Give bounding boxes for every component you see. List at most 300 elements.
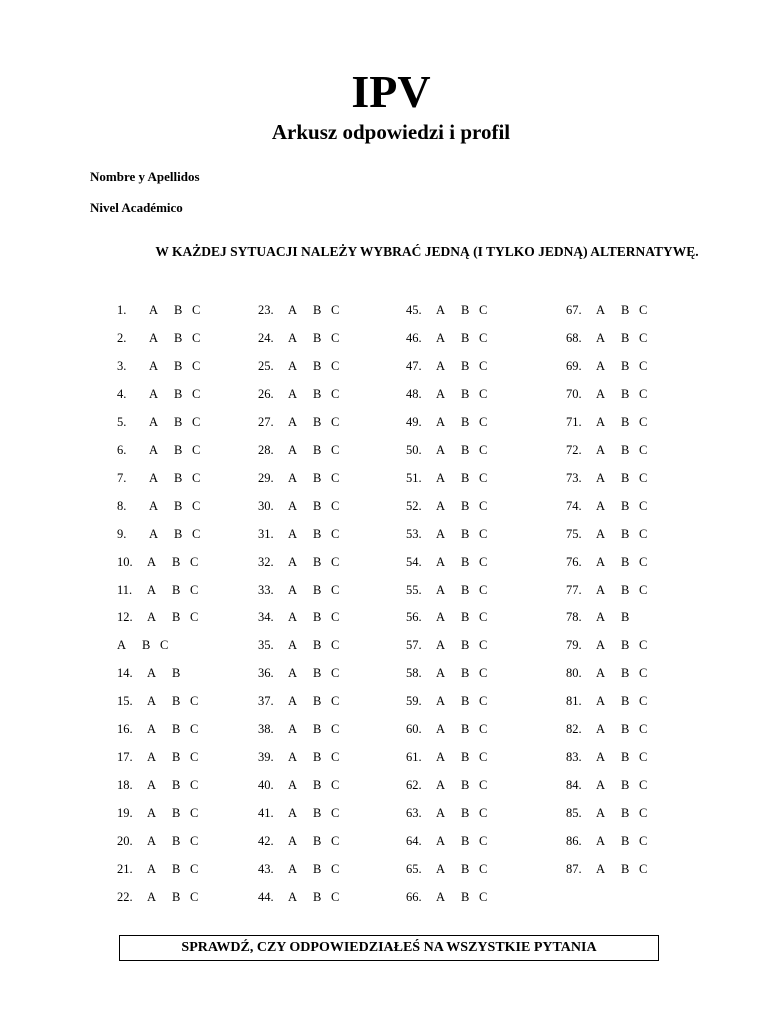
option-a[interactable]: A [288, 582, 298, 597]
option-a[interactable]: A [596, 526, 606, 541]
option-a[interactable]: A [288, 414, 298, 429]
option-b[interactable]: B [172, 778, 181, 793]
option-b[interactable]: B [313, 806, 322, 821]
option-b[interactable]: B [172, 862, 181, 876]
option-c[interactable]: C [639, 806, 648, 821]
option-b[interactable]: B [172, 582, 181, 597]
option-b[interactable]: B [313, 554, 322, 569]
answer-row [566, 496, 676, 516]
option-b[interactable]: B [174, 526, 183, 541]
option-b[interactable]: B [172, 694, 181, 709]
option-a[interactable]: A [596, 778, 606, 793]
option-a[interactable]: A [596, 358, 606, 373]
option-c[interactable]: C [331, 582, 340, 597]
option-a[interactable]: A [596, 414, 606, 429]
question-number: 65. [406, 862, 422, 876]
option-a[interactable]: A [596, 834, 606, 849]
option-b[interactable]: B [621, 750, 630, 765]
option-a[interactable]: A [436, 442, 446, 457]
question-number: 37. [258, 694, 274, 709]
option-b[interactable]: B [621, 722, 630, 737]
answer-row [566, 635, 676, 655]
option-c[interactable]: C [639, 386, 648, 401]
option-a[interactable]: A [149, 358, 159, 373]
option-a[interactable]: A [288, 806, 298, 821]
question-number: 4. [117, 386, 127, 401]
check-answers-notice-text: SPRAWDŹ, CZY ODPOWIEDZIAŁEŚ NA WSZYSTKIE PYTANIA [181, 940, 597, 955]
option-c[interactable]: C [639, 722, 648, 737]
option-c[interactable]: C [331, 694, 340, 709]
option-c[interactable]: C [479, 498, 488, 513]
option-b[interactable]: B [461, 414, 470, 429]
option-c[interactable]: C [479, 582, 488, 597]
option-a[interactable]: A [288, 330, 298, 345]
option-a[interactable]: A [288, 694, 298, 709]
option-a[interactable]: A [149, 303, 159, 317]
option-c[interactable]: C [639, 414, 648, 429]
option-c[interactable]: C [190, 889, 199, 904]
option-b[interactable]: B [313, 862, 322, 876]
option-c[interactable]: C [160, 638, 169, 653]
option-c[interactable]: C [331, 526, 340, 541]
option-b[interactable]: B [461, 610, 470, 625]
option-b[interactable]: B [174, 470, 183, 485]
option-a[interactable]: A [436, 498, 446, 513]
option-c[interactable]: C [479, 526, 488, 541]
option-a[interactable]: A [147, 610, 157, 625]
question-number: 25. [258, 358, 274, 373]
option-b[interactable]: B [313, 358, 322, 373]
option-b[interactable]: B [172, 722, 181, 737]
question-number: 78. [566, 610, 582, 625]
option-b[interactable]: B [621, 303, 630, 317]
option-b[interactable]: B [461, 778, 470, 793]
option-a[interactable]: A [596, 806, 606, 821]
option-c[interactable]: C [639, 498, 648, 513]
option-c[interactable]: C [331, 498, 340, 513]
answer-row [406, 384, 516, 404]
option-a[interactable]: A [596, 666, 606, 681]
option-c[interactable]: C [639, 666, 648, 681]
option-a[interactable]: A [288, 470, 298, 485]
option-a[interactable]: A [436, 694, 446, 709]
option-a[interactable]: A [436, 330, 446, 345]
option-c[interactable]: C [479, 610, 488, 625]
option-a[interactable]: A [596, 638, 606, 653]
option-a[interactable]: A [596, 498, 606, 513]
question-number: 80. [566, 666, 582, 681]
option-c[interactable]: C [192, 330, 201, 345]
option-a[interactable]: A [147, 554, 157, 569]
option-a[interactable]: A [288, 778, 298, 793]
option-b[interactable]: B [621, 666, 630, 681]
option-b[interactable]: B [621, 470, 630, 485]
option-c[interactable]: C [479, 330, 488, 345]
option-b[interactable]: B [172, 834, 181, 849]
option-b[interactable]: B [461, 330, 470, 345]
option-a[interactable]: A [436, 806, 446, 821]
option-b[interactable]: B [313, 498, 322, 513]
question-number: 1. [117, 303, 127, 317]
question-number: 62. [406, 778, 422, 793]
option-a[interactable]: A [288, 750, 298, 765]
option-a[interactable]: A [288, 889, 298, 904]
option-c[interactable]: C [192, 358, 201, 373]
option-c[interactable]: C [639, 582, 648, 597]
option-a[interactable]: A [288, 303, 298, 317]
option-a[interactable]: A [288, 526, 298, 541]
option-b[interactable]: B [621, 610, 630, 625]
option-a[interactable]: A [436, 638, 446, 653]
option-b[interactable]: B [313, 414, 322, 429]
option-c[interactable]: C [190, 806, 199, 821]
option-c[interactable]: C [639, 330, 648, 345]
option-a[interactable]: A [436, 582, 446, 597]
question-number: 57. [406, 638, 422, 653]
option-a[interactable]: A [147, 722, 157, 737]
option-c[interactable]: C [331, 610, 340, 625]
question-number: 27. [258, 414, 274, 429]
option-c[interactable]: C [479, 414, 488, 429]
option-c[interactable]: C [192, 303, 201, 317]
option-c[interactable]: C [639, 554, 648, 569]
option-c[interactable]: C [331, 414, 340, 429]
question-number: 54. [406, 554, 422, 569]
option-b[interactable]: B [313, 442, 322, 457]
question-number: 18. [117, 778, 133, 793]
option-a[interactable]: A [149, 470, 159, 485]
option-c[interactable]: C [192, 414, 201, 429]
option-a[interactable]: A [436, 610, 446, 625]
option-c[interactable]: C [639, 526, 648, 541]
option-b[interactable]: B [313, 722, 322, 737]
option-b[interactable]: B [313, 303, 322, 317]
option-b[interactable]: B [621, 806, 630, 821]
option-c[interactable]: C [479, 638, 488, 653]
option-a[interactable]: A [149, 442, 159, 457]
option-a[interactable]: A [436, 470, 446, 485]
option-c[interactable]: C [192, 470, 201, 485]
option-b[interactable]: B [313, 778, 322, 793]
option-a[interactable]: A [436, 889, 446, 904]
answer-row [258, 580, 368, 600]
option-c[interactable]: C [331, 554, 340, 569]
option-b[interactable]: B [174, 498, 183, 513]
option-c[interactable]: C [639, 358, 648, 373]
academic-level-field-label: Nivel Académico [90, 200, 183, 215]
question-number: 35. [258, 638, 274, 653]
option-b[interactable]: B [621, 414, 630, 429]
option-b[interactable]: B [621, 526, 630, 541]
option-a[interactable]: A [288, 358, 298, 373]
option-b[interactable]: B [461, 498, 470, 513]
option-a[interactable]: A [147, 666, 157, 681]
option-b[interactable]: B [461, 554, 470, 569]
option-b[interactable]: B [621, 862, 630, 876]
option-a[interactable]: A [596, 386, 606, 401]
option-b[interactable]: B [174, 442, 183, 457]
option-c[interactable]: C [190, 862, 199, 876]
option-c[interactable]: C [190, 722, 199, 737]
question-number: 15. [117, 694, 133, 709]
option-b[interactable]: B [174, 358, 183, 373]
question-number: 6. [117, 442, 127, 457]
option-a[interactable]: A [436, 414, 446, 429]
question-number: 79. [566, 638, 582, 653]
option-b[interactable]: B [172, 889, 181, 904]
option-b[interactable]: B [313, 610, 322, 625]
answer-row [258, 607, 368, 627]
option-b[interactable]: B [174, 330, 183, 345]
option-c[interactable]: C [479, 303, 488, 317]
option-c[interactable]: C [479, 666, 488, 681]
option-c[interactable]: C [639, 694, 648, 709]
answer-row [258, 524, 368, 544]
option-c[interactable]: C [190, 778, 199, 793]
option-c[interactable]: C [331, 666, 340, 681]
option-b[interactable]: B [621, 554, 630, 569]
option-c[interactable]: C [479, 889, 488, 904]
answer-row [117, 803, 227, 823]
option-a[interactable]: A [149, 330, 159, 345]
option-c[interactable]: C [331, 386, 340, 401]
option-a[interactable]: A [596, 442, 606, 457]
answer-row [258, 803, 368, 823]
option-b[interactable]: B [313, 750, 322, 765]
option-b[interactable]: B [313, 470, 322, 485]
option-a[interactable]: A [596, 862, 606, 876]
option-c[interactable]: C [479, 862, 488, 876]
option-a[interactable]: A [596, 610, 606, 625]
option-b[interactable]: B [461, 666, 470, 681]
option-a[interactable]: A [288, 498, 298, 513]
option-b[interactable]: B [313, 834, 322, 849]
option-c[interactable]: C [331, 806, 340, 821]
option-c[interactable]: C [479, 554, 488, 569]
option-a[interactable]: A [288, 638, 298, 653]
option-b[interactable]: B [621, 694, 630, 709]
option-c[interactable]: C [479, 834, 488, 849]
option-b[interactable]: B [461, 386, 470, 401]
option-c[interactable]: C [331, 303, 340, 317]
option-b[interactable]: B [621, 386, 630, 401]
option-a[interactable]: A [436, 834, 446, 849]
option-a[interactable]: A [147, 694, 157, 709]
option-a[interactable]: A [288, 722, 298, 737]
option-c[interactable]: C [479, 722, 488, 737]
option-a[interactable]: A [596, 330, 606, 345]
option-c[interactable]: C [639, 470, 648, 485]
option-b[interactable]: B [313, 386, 322, 401]
option-b[interactable]: B [142, 638, 151, 653]
option-c[interactable]: C [479, 358, 488, 373]
option-b[interactable]: B [461, 862, 470, 876]
option-a[interactable]: A [436, 778, 446, 793]
option-c[interactable]: C [331, 834, 340, 849]
option-a[interactable]: A [147, 582, 157, 597]
option-c[interactable]: C [192, 386, 201, 401]
option-a[interactable]: A [147, 750, 157, 765]
option-c[interactable]: C [639, 862, 648, 876]
option-c[interactable]: C [331, 470, 340, 485]
option-b[interactable]: B [174, 386, 183, 401]
answer-row [258, 859, 368, 879]
option-a[interactable]: A [147, 889, 157, 904]
option-b[interactable]: B [172, 554, 181, 569]
option-a[interactable]: A [288, 834, 298, 849]
option-c[interactable]: C [639, 834, 648, 849]
question-number: 44. [258, 889, 274, 904]
option-c[interactable]: C [331, 330, 340, 345]
option-c[interactable]: C [639, 638, 648, 653]
option-a[interactable]: A [596, 303, 606, 317]
option-b[interactable]: B [621, 638, 630, 653]
option-a[interactable]: A [436, 722, 446, 737]
option-a[interactable]: A [596, 554, 606, 569]
option-c[interactable]: C [192, 526, 201, 541]
option-c[interactable]: C [331, 778, 340, 793]
option-c[interactable]: C [331, 442, 340, 457]
option-a[interactable]: A [596, 694, 606, 709]
option-c[interactable]: C [331, 862, 340, 876]
option-a[interactable]: A [149, 498, 159, 513]
option-b[interactable]: B [461, 582, 470, 597]
option-b[interactable]: B [621, 498, 630, 513]
option-c[interactable]: C [639, 750, 648, 765]
option-b[interactable]: B [621, 358, 630, 373]
option-b[interactable]: B [313, 526, 322, 541]
option-a[interactable]: A [149, 414, 159, 429]
option-b[interactable]: B [313, 694, 322, 709]
option-a[interactable]: A [436, 303, 446, 317]
option-a[interactable]: A [596, 722, 606, 737]
option-c[interactable]: C [331, 722, 340, 737]
question-number: 85. [566, 806, 582, 821]
option-c[interactable]: C [192, 498, 201, 513]
option-a[interactable]: A [288, 386, 298, 401]
option-a[interactable]: A [436, 386, 446, 401]
option-a[interactable]: A [436, 526, 446, 541]
option-c[interactable]: C [479, 470, 488, 485]
option-b[interactable]: B [172, 666, 181, 681]
option-c[interactable]: C [331, 750, 340, 765]
option-b[interactable]: B [461, 750, 470, 765]
option-c[interactable]: C [479, 806, 488, 821]
option-a[interactable]: A [147, 834, 157, 849]
option-a[interactable]: A [288, 442, 298, 457]
option-b[interactable]: B [313, 889, 322, 904]
option-b[interactable]: B [621, 582, 630, 597]
option-b[interactable]: B [461, 442, 470, 457]
option-b[interactable]: B [172, 750, 181, 765]
answer-row [566, 468, 676, 488]
option-a[interactable]: A [436, 666, 446, 681]
option-b[interactable]: B [621, 330, 630, 345]
option-b[interactable]: B [461, 526, 470, 541]
option-c[interactable]: C [190, 750, 199, 765]
option-c[interactable]: C [190, 834, 199, 849]
option-b[interactable]: B [621, 834, 630, 849]
option-b[interactable]: B [461, 694, 470, 709]
answer-row [566, 356, 676, 376]
option-a[interactable]: A [288, 666, 298, 681]
option-c[interactable]: C [479, 694, 488, 709]
option-b[interactable]: B [461, 806, 470, 821]
answer-row [406, 356, 516, 376]
option-a[interactable]: A [147, 862, 157, 876]
option-b[interactable]: B [461, 834, 470, 849]
option-a[interactable]: A [596, 470, 606, 485]
option-c[interactable]: C [190, 554, 199, 569]
option-c[interactable]: C [331, 638, 340, 653]
question-number: 46. [406, 330, 422, 345]
answer-row [566, 803, 676, 823]
option-b[interactable]: B [172, 806, 181, 821]
option-c[interactable]: C [479, 442, 488, 457]
option-c[interactable]: C [331, 889, 340, 904]
option-b[interactable]: B [621, 778, 630, 793]
option-a[interactable]: A [288, 862, 298, 876]
option-c[interactable]: C [479, 778, 488, 793]
answer-row [406, 496, 516, 516]
option-b[interactable]: B [461, 470, 470, 485]
option-b[interactable]: B [461, 358, 470, 373]
option-b[interactable]: B [461, 638, 470, 653]
option-a[interactable]: A [288, 610, 298, 625]
option-a[interactable]: A [596, 750, 606, 765]
option-b[interactable]: B [461, 303, 470, 317]
answer-row [566, 524, 676, 544]
option-a[interactable]: A [149, 526, 159, 541]
answer-row [406, 663, 516, 683]
option-c[interactable]: C [192, 442, 201, 457]
option-b[interactable]: B [461, 722, 470, 737]
option-c[interactable]: C [639, 442, 648, 457]
option-a[interactable]: A [436, 750, 446, 765]
option-c[interactable]: C [331, 358, 340, 373]
answer-row [117, 552, 227, 572]
option-c[interactable]: C [639, 778, 648, 793]
option-b[interactable]: B [174, 303, 183, 317]
option-a[interactable]: A [147, 778, 157, 793]
option-a[interactable]: A [147, 806, 157, 821]
option-a[interactable]: A [288, 554, 298, 569]
option-c[interactable]: C [479, 750, 488, 765]
answer-row [406, 552, 516, 572]
option-b[interactable]: B [313, 638, 322, 653]
option-c[interactable]: C [190, 610, 199, 625]
option-a[interactable]: A [117, 638, 127, 653]
option-a[interactable]: A [436, 862, 446, 876]
option-c[interactable]: C [639, 303, 648, 317]
option-b[interactable]: B [313, 330, 322, 345]
option-a[interactable]: A [149, 386, 159, 401]
option-b[interactable]: B [174, 414, 183, 429]
option-a[interactable]: A [596, 582, 606, 597]
option-c[interactable]: C [190, 582, 199, 597]
option-c[interactable]: C [479, 386, 488, 401]
question-number: 17. [117, 750, 133, 765]
option-c[interactable]: C [190, 694, 199, 709]
option-b[interactable]: B [313, 666, 322, 681]
option-b[interactable]: B [621, 442, 630, 457]
option-b[interactable]: B [313, 582, 322, 597]
option-b[interactable]: B [172, 610, 181, 625]
option-a[interactable]: A [436, 554, 446, 569]
option-b[interactable]: B [461, 889, 470, 904]
question-number: 20. [117, 834, 133, 849]
option-a[interactable]: A [436, 358, 446, 373]
